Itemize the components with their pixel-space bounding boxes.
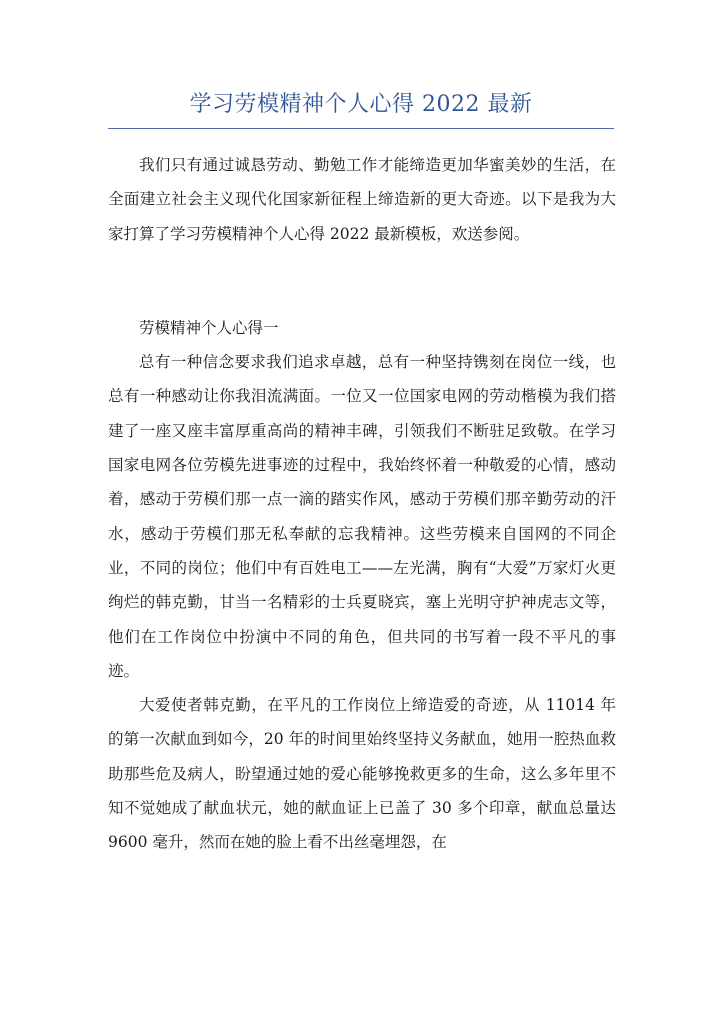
document-body xyxy=(108,148,616,860)
intro-paragraph: 我们只有通过诚恳劳动、勤勉工作才能缔造更加华蜜美妙的生活，在全面建立社会主义现代化国家新征程上缔造新的更大奇迹。以下是我为大家打算了学习劳模精神个人心得 2022 最新模板，欢送参阅。 xyxy=(108,156,616,243)
title-underline xyxy=(108,128,614,129)
document-title: 学习劳模精神个人心得 2022 最新 xyxy=(189,92,533,117)
section-heading: 劳模精神个人心得一 xyxy=(139,318,279,337)
section-spacer xyxy=(108,251,616,311)
body-paragraph-2: 大爱使者韩克勤，在平凡的工作岗位上缔造爱的奇迹，从 11014 年的第一次献血到如今，20 年的时间里始终坚持义务献血，她用一腔热血救助那些危及病人，盼望通过她的爱心能够挽救更多的生命，这么多年里不知不觉她成了献血状元，她的献血证上已盖了 30 多个印章，献血总量达 9600 毫升，然而在她的脸上看不出丝毫埋怨，在 xyxy=(108,696,616,852)
body-paragraph-1: 总有一种信念要求我们追求卓越，总有一种坚持镌刻在岗位一线，也总有一种感动让你我泪流满面。一位又一位国家电网的劳动楷模为我们搭建了一座又座丰富厚重高尚的精神丰碑，引领我们不断驻足致敬。在学习国家电网各位劳模先进事迹的过程中，我始终怀着一种敬爱的心情，感动着，感动于劳模们那一点一滴的踏实作风，感动于劳模们那辛勤劳动的汗水，感动于劳模们那无私奉献的忘我精神。这些劳模来自国网的不同企业，不同的岗位；他们中有百姓电工——左光满，胸有“大爱”万家灯火更绚烂的韩克勤，甘当一名精彩的士兵夏晓宾，塞上光明守护神虎志文等，他们在工作岗位中扮演中不同的角色，但共同的书写着一段不平凡的事迹。 xyxy=(108,353,616,680)
